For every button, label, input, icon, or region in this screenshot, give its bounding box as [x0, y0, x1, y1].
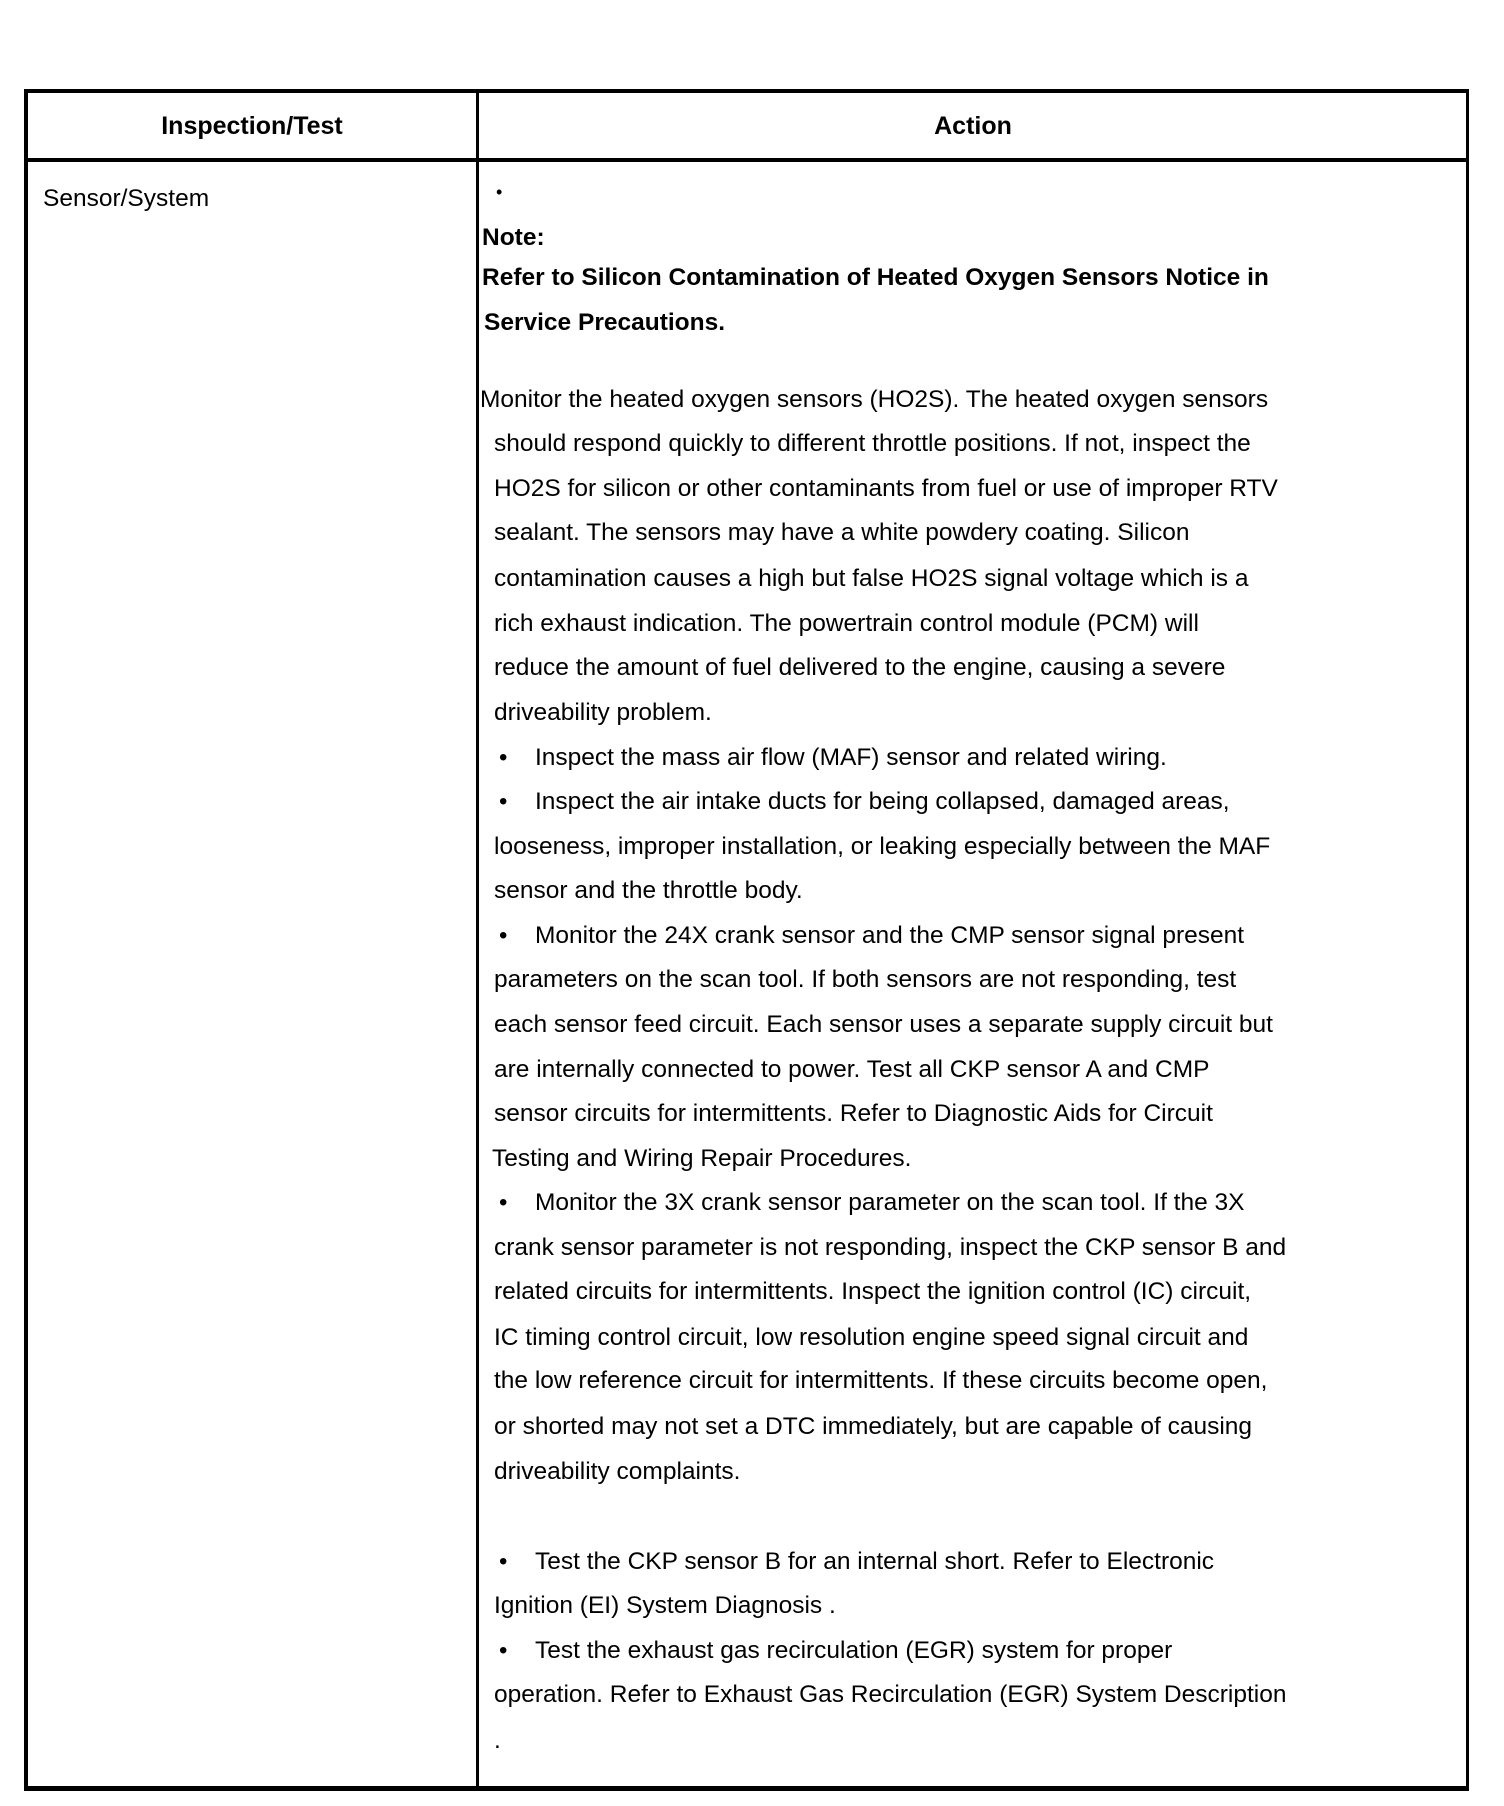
inspection-cell: Sensor/System: [43, 185, 210, 212]
action-text: HO2S for silicon or other contaminants from fuel or use of improper RTV: [494, 475, 1278, 502]
bullet-text: Monitor the 24X crank sensor and the CMP sensor signal present: [535, 922, 1245, 949]
note-label: Note:: [482, 224, 545, 251]
header-inspection-test: Inspection/Test: [161, 112, 343, 140]
column-divider: [476, 89, 479, 1790]
action-text: Monitor the heated oxygen sensors (HO2S). The heated oxygen sensors: [480, 386, 1269, 413]
action-text: each sensor feed circuit. Each sensor uses a separate supply circuit but: [494, 1011, 1273, 1038]
bullet-text: Inspect the mass air flow (MAF) sensor and related wiring.: [535, 744, 1167, 771]
bullet: •: [499, 1548, 508, 1575]
bullet-text: Test the exhaust gas recirculation (EGR) system for proper: [535, 1637, 1173, 1664]
action-text: rich exhaust indication. The powertrain control module (PCM) will: [494, 610, 1199, 637]
note-text: Service Precautions.: [484, 309, 726, 336]
bullet-text: Test the CKP sensor B for an internal short. Refer to Electronic: [535, 1548, 1215, 1575]
action-text: related circuits for intermittents. Inspect the ignition control (IC) circuit,: [494, 1278, 1252, 1305]
bullet: •: [499, 744, 508, 771]
bullet: •: [499, 1637, 508, 1664]
action-text: the low reference circuit for intermittents. If these circuits become open,: [494, 1367, 1268, 1394]
bullet: •: [499, 788, 508, 815]
bullet-text: Inspect the air intake ducts for being collapsed, damaged areas,: [535, 788, 1230, 815]
bullet: •: [499, 1189, 508, 1216]
action-text: reduce the amount of fuel delivered to the engine, causing a severe: [494, 654, 1226, 681]
action-text: Ignition (EI) System Diagnosis .: [494, 1592, 836, 1619]
action-text: sensor and the throttle body.: [494, 877, 803, 904]
action-text: crank sensor parameter is not responding, inspect the CKP sensor B and: [494, 1234, 1287, 1261]
action-text: Testing and Wiring Repair Procedures.: [492, 1145, 912, 1172]
action-text: should respond quickly to different throttle positions. If not, inspect the: [494, 430, 1251, 457]
lead-bullet: •: [496, 182, 503, 202]
action-text: .: [494, 1727, 501, 1754]
action-text: driveability problem.: [494, 699, 712, 726]
action-text: driveability complaints.: [494, 1458, 741, 1485]
note-text: Refer to Silicon Contamination of Heated Oxygen Sensors Notice in: [482, 264, 1269, 291]
bullet-text: Monitor the 3X crank sensor parameter on the scan tool. If the 3X: [535, 1189, 1245, 1216]
action-text: parameters on the scan tool. If both sensors are not responding, test: [494, 966, 1237, 993]
table-bottom-border: [24, 1786, 1469, 1791]
action-text: sealant. The sensors may have a white powdery coating. Silicon: [494, 519, 1190, 546]
header-divider: [24, 158, 1469, 162]
action-text: looseness, improper installation, or leaking especially between the MAF: [494, 833, 1271, 860]
action-text: or shorted may not set a DTC immediately, but are capable of causing: [494, 1413, 1253, 1440]
bullet: •: [499, 922, 508, 949]
header-action: Action: [934, 112, 1012, 140]
action-text: contamination causes a high but false HO2S signal voltage which is a: [494, 565, 1249, 592]
action-text: IC timing control circuit, low resolution engine speed signal circuit and: [494, 1324, 1249, 1351]
action-text: are internally connected to power. Test all CKP sensor A and CMP: [494, 1056, 1210, 1083]
action-text: operation. Refer to Exhaust Gas Recirculation (EGR) System Description: [494, 1681, 1287, 1708]
action-text: sensor circuits for intermittents. Refer to Diagnostic Aids for Circuit: [494, 1100, 1213, 1127]
